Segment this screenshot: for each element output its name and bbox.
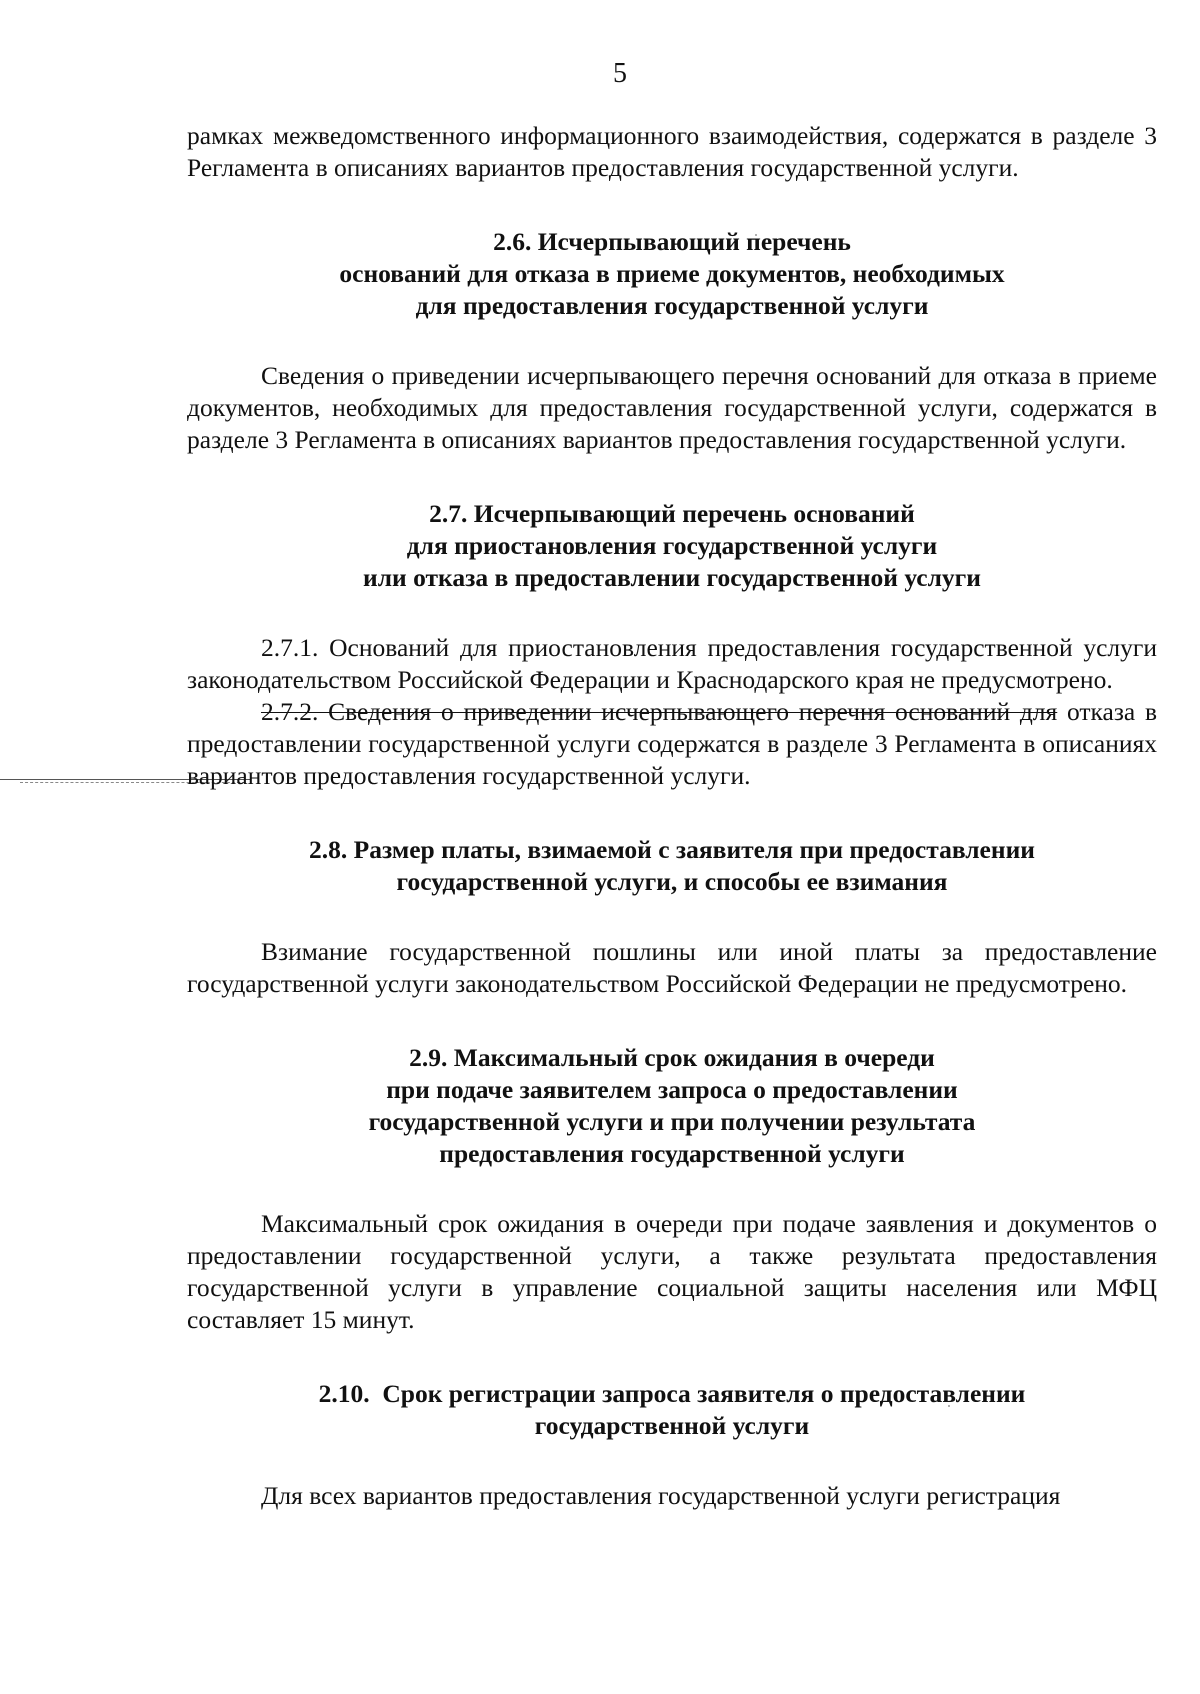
- section-2-6-body: Сведения о приведении исчерпывающего перечня оснований для отказа в приеме документов, необходимых для предоставления государственной услуги, содержатся в разделе 3 Регламента в описаниях вариантов предоставления государственной услуги.: [187, 361, 1157, 454]
- heading-line: для предоставления государственной услуги: [415, 291, 929, 320]
- heading-line: государственной услуги, и способы ее взимания: [396, 867, 948, 896]
- heading-line: 2.9. Максимальный срок ожидания в очереди: [409, 1043, 935, 1072]
- document-body: [187, 120, 1157, 1512]
- heading-line: государственной услуги и при получении результата: [368, 1107, 976, 1136]
- heading-line: государственной услуги: [534, 1411, 810, 1440]
- heading-line: 2.6. Исчерпывающий перечень: [493, 227, 851, 256]
- heading-line: для приостановления государственной услуги: [406, 531, 938, 560]
- section-2-10-body: Для всех вариантов предоставления государственной услуги регистрация: [261, 1481, 1061, 1510]
- page-number: 5: [613, 58, 627, 89]
- heading-line: при подаче заявителем запроса о предоставлении: [386, 1075, 958, 1104]
- heading-line: 2.10. Срок регистрации запроса заявителя о предоставлении: [318, 1379, 1026, 1408]
- section-2-7-heading: [187, 498, 1157, 594]
- heading-line: или отказа в предоставлении государственной услуги: [363, 563, 981, 592]
- intro-paragraph: рамках межведомственного информационного взаимодействия, содержатся в разделе 3 Регламента в описаниях вариантов предоставления государственной услуги.: [187, 121, 1157, 182]
- paragraph-text: отказа в предоставлении государственной услуги содержатся в разделе 3 Регламента в описаниях вариантов предоставления государственной услуги.: [187, 697, 1157, 790]
- heading-line: оснований для отказа в приеме документов, необходимых: [339, 259, 1005, 288]
- struck-text: 2.7.2. Сведения о приведении исчерпывающего перечня оснований для: [261, 697, 1058, 726]
- section-2-8-heading: [187, 834, 1157, 898]
- section-2-7-2-paragraph: [187, 696, 1157, 792]
- heading-line: предоставления государственной услуги: [439, 1139, 905, 1168]
- section-2-8-body: Взимание государственной пошлины или иной платы за предоставление государственной услуги законодательством Российской Федерации не предусмотрено.: [187, 937, 1157, 998]
- section-2-7-1-paragraph: 2.7.1. Оснований для приостановления предоставления государственной услуги законодательством Российской Федерации и Краснодарского края не предусмотрено.: [187, 633, 1157, 694]
- section-2-6-heading: [187, 226, 1157, 322]
- section-2-9-body: Максимальный срок ожидания в очереди при подаче заявления и документов о предоставлении государственной услуги, а также результата предоставления государственной услуги в управление социальной защиты населения или МФЦ составляет 15 минут.: [187, 1209, 1157, 1334]
- heading-line: 2.8. Размер платы, взимаемой с заявителя при предоставлении: [309, 835, 1035, 864]
- section-2-9-heading: [187, 1042, 1157, 1170]
- heading-line: 2.7. Исчерпывающий перечень оснований: [429, 499, 915, 528]
- section-2-10-heading: [187, 1378, 1157, 1442]
